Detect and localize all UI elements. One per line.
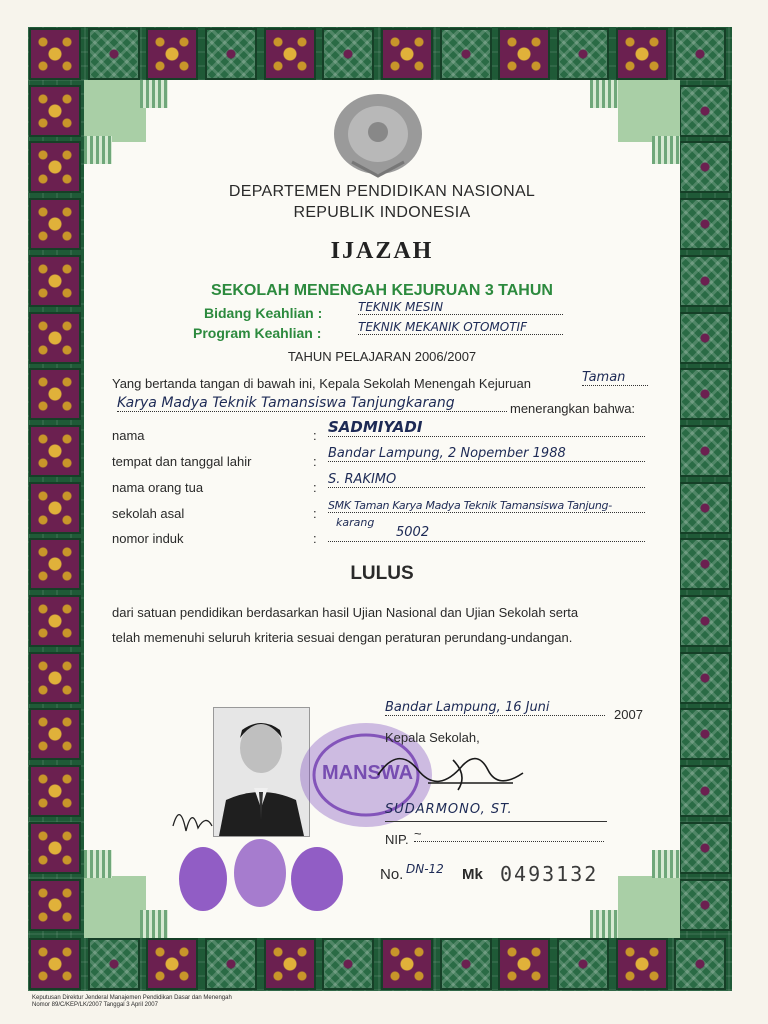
student-signature <box>168 796 228 841</box>
corner-ornament <box>652 850 680 878</box>
footer-line-2: Nomor 89/C/KEP/LK/2007 Tanggal 3 April 2007 <box>32 1002 158 1008</box>
intro-line: Yang bertanda tangan di bawah ini, Kepala Sekolah Menengah Kejuruan <box>112 376 531 391</box>
border-tile <box>146 938 198 990</box>
field-colon: : <box>313 428 317 443</box>
border-tile <box>322 938 374 990</box>
field-label-nama: nama <box>112 428 145 443</box>
border-tile <box>498 28 550 80</box>
border-tile <box>679 425 731 477</box>
school-type: SEKOLAH MENENGAH KEJURUAN 3 TAHUN <box>211 282 553 299</box>
border-tile <box>322 28 374 80</box>
border-tile <box>29 879 81 931</box>
border-tile <box>88 28 140 80</box>
thumbprints <box>175 835 350 915</box>
border-tile <box>679 482 731 534</box>
corner-ornament <box>84 80 146 142</box>
stamp-text: MANSWA <box>322 762 414 784</box>
border-tile <box>29 312 81 364</box>
border-tile <box>29 255 81 307</box>
border-tile <box>616 28 668 80</box>
nip-label: NIP. <box>385 832 409 847</box>
border-tile <box>498 938 550 990</box>
serial-handwritten: DN-12 <box>406 862 444 876</box>
field-label-origin: sekolah asal <box>112 506 185 521</box>
border-tile <box>29 822 81 874</box>
field-colon: : <box>313 506 317 521</box>
border-tile <box>679 879 731 931</box>
border-tile <box>29 595 81 647</box>
principal-name: SUDARMONO, ST. <box>385 802 513 817</box>
border-tile <box>557 28 609 80</box>
border-tile <box>440 938 492 990</box>
signature-year: 2007 <box>614 707 643 722</box>
serial-number: 0493132 <box>500 862 599 886</box>
border-tile <box>205 938 257 990</box>
garuda-emblem-icon <box>332 92 424 180</box>
border-tile <box>679 765 731 817</box>
border-tile <box>264 28 316 80</box>
bidang-label: Bidang Keahlian : <box>204 305 323 321</box>
place-date: Bandar Lampung, 16 Juni <box>385 700 605 716</box>
border-tile <box>29 652 81 704</box>
document-title: IJAZAH <box>330 238 434 264</box>
field-label-ttl: tempat dan tanggal lahir <box>112 454 252 469</box>
statement-line-2: telah memenuhi seluruh kriteria sesuai dengan peraturan perundang-undangan. <box>112 630 573 645</box>
ministry-title: DEPARTEMEN PENDIDIKAN NASIONAL <box>228 183 536 200</box>
name-underline <box>385 821 607 822</box>
program-value: TEKNIK MEKANIK OTOMOTIF <box>358 320 563 335</box>
border-tile <box>29 538 81 590</box>
border-tile <box>29 368 81 420</box>
border-tile <box>88 938 140 990</box>
border-tile <box>440 28 492 80</box>
border-tile <box>381 28 433 80</box>
border-tile <box>679 652 731 704</box>
border-tile <box>29 765 81 817</box>
field-value-nis: 5002 <box>396 525 430 540</box>
academic-year: TAHUN PELAJARAN 2006/2007 <box>287 349 477 364</box>
border-tile <box>679 85 731 137</box>
border-tile <box>557 938 609 990</box>
principal-signature <box>368 735 533 805</box>
border-tile <box>679 595 731 647</box>
border-tile <box>29 425 81 477</box>
border-tile <box>29 708 81 760</box>
republic-title: REPUBLIK INDONESIA <box>293 204 471 221</box>
border-tile <box>29 28 81 80</box>
field-colon: : <box>313 454 317 469</box>
corner-ornament <box>84 850 112 878</box>
result-title: LULUS <box>350 563 414 584</box>
serial-label: No. <box>380 866 404 883</box>
border-tile <box>679 708 731 760</box>
footer-line-1: Keputusan Direktur Jenderal Manajemen Pendidikan Dasar dan Menengah <box>32 995 232 1001</box>
field-value-ttl: Bandar Lampung, 2 Nopember 1988 <box>328 446 645 462</box>
border-tile <box>679 141 731 193</box>
border-tile <box>674 28 726 80</box>
border-tile <box>205 28 257 80</box>
border-tile <box>674 938 726 990</box>
border-tile <box>29 938 81 990</box>
field-line <box>328 526 645 542</box>
field-value-origin-cont: karang <box>336 516 375 529</box>
intro-suffix: menerangkan bahwa: <box>510 401 636 416</box>
field-value-nama: SADMIYADI <box>328 418 645 437</box>
field-value-origin: SMK Taman Karya Madya Teknik Tamansiswa Tanjung- <box>328 499 645 513</box>
corner-ornament <box>84 876 146 938</box>
school-name-part1: Taman <box>582 370 648 386</box>
border-tile <box>679 312 731 364</box>
corner-ornament <box>140 910 168 938</box>
serial-mk: Mk <box>462 866 483 883</box>
corner-ornament <box>618 80 680 142</box>
border-tile <box>679 822 731 874</box>
bidang-value: TEKNIK MESIN <box>358 300 563 315</box>
nip-value: ~ <box>414 826 604 842</box>
corner-ornament <box>652 136 680 164</box>
field-value-parent: S. RAKIMO <box>328 472 645 488</box>
field-colon: : <box>313 480 317 495</box>
border-tile <box>616 938 668 990</box>
corner-ornament <box>84 136 112 164</box>
corner-ornament <box>590 910 618 938</box>
corner-ornament <box>590 80 618 108</box>
border-tile <box>679 538 731 590</box>
field-label-nis: nomor induk <box>112 531 184 546</box>
border-tile <box>381 938 433 990</box>
field-colon: : <box>313 531 317 546</box>
border-tile <box>264 938 316 990</box>
border-tile <box>29 85 81 137</box>
border-tile <box>679 198 731 250</box>
border-tile <box>29 141 81 193</box>
corner-ornament <box>618 876 680 938</box>
border-tile <box>679 368 731 420</box>
field-label-parent: nama orang tua <box>112 480 204 495</box>
border-tile <box>29 482 81 534</box>
border-tile <box>146 28 198 80</box>
statement-line-1: dari satuan pendidikan berdasarkan hasil Ujian Nasional dan Ujian Sekolah serta <box>112 605 579 620</box>
principal-role: Kepala Sekolah, <box>385 730 480 745</box>
border-tile <box>679 255 731 307</box>
program-label: Program Keahlian : <box>193 325 322 341</box>
border-tile <box>29 198 81 250</box>
school-name-part2: Karya Madya Teknik Tamansiswa Tanjungkarang <box>117 395 507 412</box>
corner-ornament <box>140 80 168 108</box>
